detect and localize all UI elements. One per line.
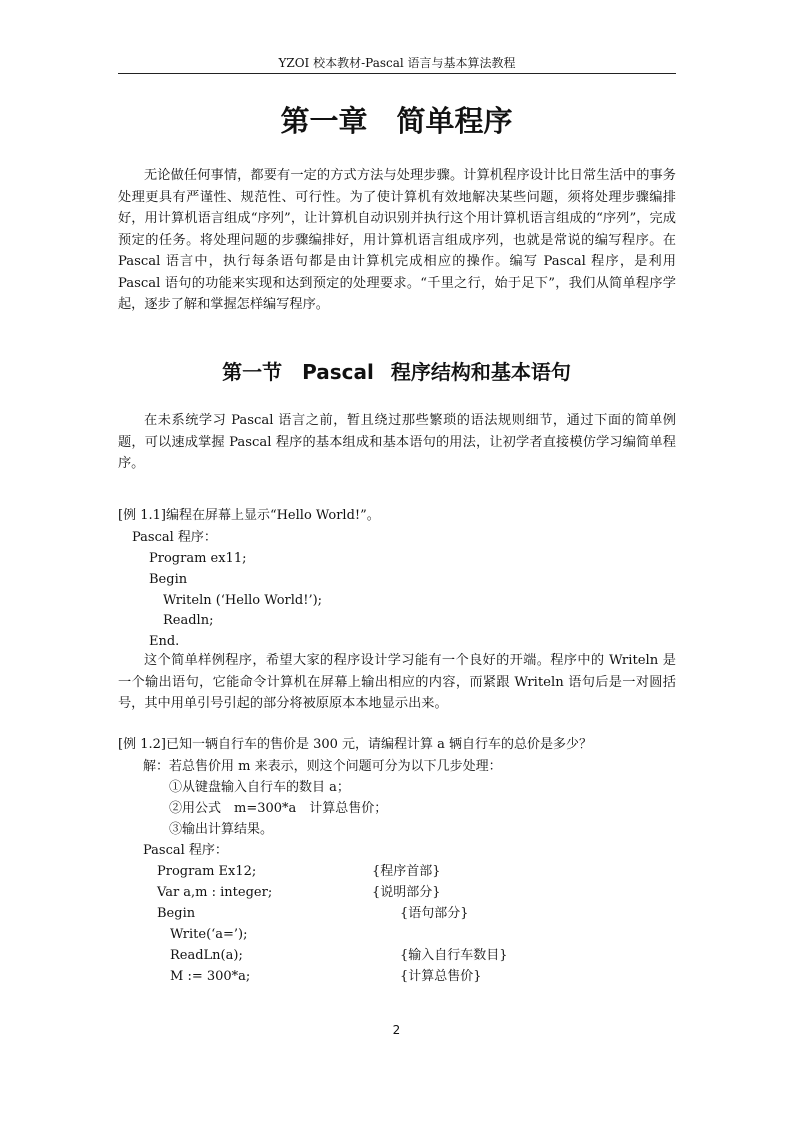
running-header: YZOI 校本教材-Pascal 语言与基本算法教程	[278, 56, 516, 70]
example-2-heading: [例 1.2]已知一辆自行车的售价是 300 元，请编程计算 a 辆自行车的总价是多少？	[118, 737, 593, 752]
example-2-solution: 解：若总售价用 m 来表示，则这个问题可分为以下几步处理：	[143, 759, 502, 774]
example-2-step: ②用公式 m=300*a 计算总售价；	[169, 801, 388, 816]
example-1-code-line: End.	[149, 634, 180, 649]
example-2-code-comment: {输入自行车数目}	[400, 948, 508, 963]
example-2-step: ③输出计算结果。	[169, 822, 274, 837]
section-title: 第一节 Pascal 程序结构和基本语句	[222, 360, 571, 384]
example-2-code-comment: {计算总售价}	[400, 969, 482, 984]
example-1-heading: [例 1.1]编程在屏幕上显示“Hello World!”。	[118, 508, 380, 523]
section-intro-paragraph: 在未系统学习 Pascal 语言之前，暂且绕过那些繁琐的语法规则细节，通过下面的简单例题，可以速成掌握 Pascal 程序的基本组成和基本语句的用法，让初学者直接模仿学习编简单程序。	[118, 413, 676, 471]
example-2-code-line: Begin	[157, 906, 196, 921]
example-2-code-line: Write(‘a=’);	[170, 927, 248, 942]
example-2-code-comment: {说明部分}	[372, 885, 441, 900]
example-2-step: ①从键盘输入自行车的数目 a；	[169, 780, 350, 795]
intro-paragraph: 无论做任何事情，都要有一定的方式方法与处理步骤。计算机程序设计比日常生活中的事务处理更具有严谨性、规范性、可行性。为了使计算机有效地解决某些问题，须将处理步骤编排好，用计算机语言组成“序列”，让计算机自动识别并执行这个用计算机语言组成的“序列”，完成预定的任务。将处理问题的步骤编排好，用计算机语言组成序列，也就是常说的编写程序。在 Pascal 语言中，执行每条语句都是由计算机完成相应的操作。编写 Pascal 程序，是利用 Pascal 语句的功能来实现和达到预定的处理要求。“千里之行，始于足下”，我们从简单程序学起，逐步了解和掌握怎样编写程序。	[118, 168, 676, 312]
example-1-code-line: Program ex11;	[149, 551, 247, 566]
example-2-code-comment: {程序首部}	[372, 864, 441, 879]
example-2-code-line: Var a,m : integer;	[157, 885, 273, 900]
example-2-code-comment: {语句部分}	[400, 906, 469, 921]
example-1-code-line: Readln;	[163, 613, 214, 628]
chapter-title: 第一章 简单程序	[280, 104, 513, 138]
example-2-program-label: Pascal 程序：	[143, 843, 228, 858]
example-1-program-label: Pascal 程序：	[132, 530, 217, 545]
example-2-code-line: Program Ex12;	[157, 864, 257, 879]
example-1-code-line: Writeln (‘Hello World!’);	[163, 593, 323, 608]
page-number: 2	[392, 1023, 401, 1037]
example-1-code-line: Begin	[149, 572, 188, 587]
header-rule	[118, 73, 676, 74]
example-2-code-line: ReadLn(a);	[170, 948, 243, 963]
example-2-code-line: M := 300*a;	[170, 969, 251, 984]
example-1-explanation: 这个简单样例程序，希望大家的程序设计学习能有一个良好的开端。程序中的 Writeln 是一个输出语句，它能命令计算机在屏幕上输出相应的内容，而紧跟 Writeln 语句后是一对圆括号，其中用单引号引起的部分将被原原本本地显示出来。	[118, 653, 676, 711]
